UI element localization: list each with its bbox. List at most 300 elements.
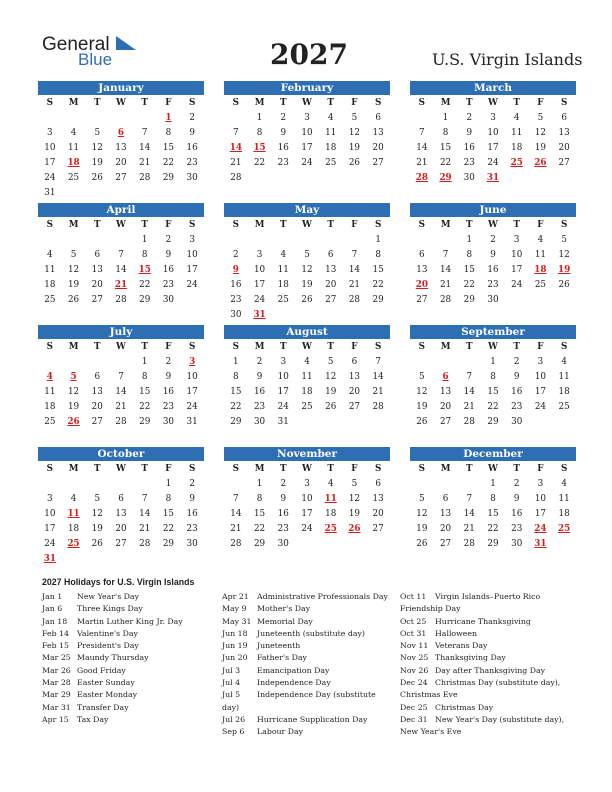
day-cell: 21 xyxy=(139,158,151,168)
day-cell: 3 xyxy=(189,235,195,245)
empty-cell xyxy=(271,233,295,248)
weekday-header: F xyxy=(351,98,358,108)
holiday-date: Dec 24 xyxy=(400,678,428,688)
day-cell: 26 xyxy=(416,417,428,427)
empty-cell xyxy=(38,233,62,248)
day-cell: 28 xyxy=(230,173,242,183)
day-cell: 16 xyxy=(511,387,523,397)
day-cell: 25 xyxy=(534,280,547,290)
day-cell: 8 xyxy=(165,494,172,504)
day-cell: 12 xyxy=(91,509,103,519)
day-cell: 21 xyxy=(230,524,242,534)
weekday-header: S xyxy=(46,464,54,474)
day-cell: 15 xyxy=(439,143,452,153)
day-cell: 28 xyxy=(439,295,452,305)
day-cell: 2 xyxy=(256,357,263,367)
holiday-date: Sep 6 xyxy=(222,727,245,737)
day-cell: 1 xyxy=(442,113,449,123)
day-cell: 15 xyxy=(139,387,151,397)
day-cell: 19 xyxy=(91,158,103,168)
day-cell: 7 xyxy=(466,494,473,504)
day-cell: 10 xyxy=(511,250,523,260)
day-cell: 17 xyxy=(186,387,198,397)
day-cell: 13 xyxy=(439,387,452,397)
logo xyxy=(42,34,142,70)
month-title: September xyxy=(410,325,576,339)
weekday-header: S xyxy=(374,98,382,108)
weekday-header: T xyxy=(280,98,287,108)
empty-cell xyxy=(38,355,62,370)
day-cell: 28 xyxy=(139,539,151,549)
weekday-header: F xyxy=(537,342,544,352)
day-cell: 25 xyxy=(558,402,570,412)
day-cell: 27 xyxy=(439,417,452,427)
weekday-header: S xyxy=(232,220,240,230)
day-cell: 22 xyxy=(487,402,499,412)
day-cell: 14 xyxy=(139,143,151,153)
empty-cell xyxy=(62,233,86,248)
weekday-header: T xyxy=(280,220,287,230)
weekday-header: F xyxy=(165,464,172,474)
month-november xyxy=(224,447,390,552)
holiday-name: Father's Day xyxy=(257,653,307,663)
weekday-header: T xyxy=(466,98,473,108)
weekday-header: T xyxy=(280,464,287,474)
holiday-entry xyxy=(42,677,183,689)
day-cell: 4 xyxy=(327,113,334,123)
day-cell: 17 xyxy=(277,387,289,397)
day-cell: 10 xyxy=(277,372,289,382)
day-cell: 18 xyxy=(277,280,289,290)
day-cell: 11 xyxy=(277,265,289,275)
day-cell: 20 xyxy=(91,402,103,412)
weekday-header: W xyxy=(302,220,312,230)
holiday-date: Nov 26 xyxy=(400,665,429,675)
holiday-day: 31 xyxy=(486,173,500,183)
day-cell: 6 xyxy=(94,250,101,260)
holiday-day: 20 xyxy=(415,280,428,290)
weekday-header: M xyxy=(68,464,79,474)
holiday-day: 31 xyxy=(534,539,547,549)
holiday-name: Hurricane Supplication Day xyxy=(257,714,368,724)
day-cell: 7 xyxy=(141,494,148,504)
day-cell: 29 xyxy=(162,173,175,183)
day-cell: 6 xyxy=(419,250,425,260)
holiday-name: Veterans Day xyxy=(435,641,488,651)
holiday-day: 25 xyxy=(558,524,571,534)
day-cell: 16 xyxy=(277,143,289,153)
holiday-day: 21 xyxy=(114,280,128,290)
holiday-entry xyxy=(400,616,564,628)
day-cell: 17 xyxy=(186,265,198,275)
day-cell: 19 xyxy=(348,143,361,153)
empty-cell xyxy=(224,477,248,492)
holiday-entry xyxy=(400,640,564,652)
day-cell: 26 xyxy=(348,158,361,168)
day-cell: 14 xyxy=(115,265,127,275)
weekday-header: S xyxy=(418,464,426,474)
day-cell: 19 xyxy=(301,280,313,290)
day-cell: 24 xyxy=(44,173,56,183)
day-cell: 29 xyxy=(487,417,499,427)
day-cell: 11 xyxy=(511,128,523,138)
weekday-header: S xyxy=(188,220,196,230)
day-cell: 13 xyxy=(372,128,384,138)
holiday-entry xyxy=(400,726,564,738)
month-title: April xyxy=(38,203,204,217)
day-cell: 28 xyxy=(463,539,475,549)
day-cell: 20 xyxy=(439,524,452,534)
day-cell: 31 xyxy=(44,188,56,198)
day-cell: 6 xyxy=(561,113,567,123)
day-cell: 17 xyxy=(253,280,266,290)
holiday-date: Dec 31 xyxy=(400,714,428,724)
day-cell: 27 xyxy=(91,417,103,427)
empty-cell xyxy=(457,355,481,370)
holiday-day: 28 xyxy=(415,173,428,183)
month-grid xyxy=(38,96,204,201)
day-cell: 27 xyxy=(558,158,570,168)
day-cell: 30 xyxy=(487,295,499,305)
month-grid xyxy=(224,218,390,323)
day-cell: 31 xyxy=(186,417,198,427)
holiday-date: Jun 19 xyxy=(222,641,248,651)
holiday-date: Jun 18 xyxy=(222,628,248,638)
weekday-header: W xyxy=(116,98,126,108)
month-december xyxy=(410,447,576,552)
day-cell: 30 xyxy=(463,173,475,183)
day-cell: 1 xyxy=(375,235,381,245)
day-cell: 5 xyxy=(327,357,334,367)
day-cell: 11 xyxy=(44,387,56,397)
weekday-header: T xyxy=(141,464,148,474)
day-cell: 18 xyxy=(44,280,56,290)
holiday-date: Oct 31 xyxy=(400,628,427,638)
day-cell: 23 xyxy=(277,158,289,168)
day-cell: 16 xyxy=(186,509,198,519)
month-grid xyxy=(224,462,390,552)
holiday-date: Mar 25 xyxy=(42,653,71,663)
month-february xyxy=(224,81,390,186)
day-cell: 9 xyxy=(280,128,287,138)
holiday-entry xyxy=(400,677,564,689)
holiday-day: 15 xyxy=(253,143,266,153)
day-cell: 3 xyxy=(537,479,544,489)
empty-cell xyxy=(85,477,109,492)
day-cell: 9 xyxy=(165,250,172,260)
weekday-header: F xyxy=(351,342,358,352)
day-cell: 30 xyxy=(162,295,175,305)
day-cell: 12 xyxy=(325,372,337,382)
day-cell: 22 xyxy=(162,158,175,168)
day-cell: 24 xyxy=(277,402,289,412)
empty-cell xyxy=(248,233,272,248)
day-cell: 10 xyxy=(487,128,499,138)
day-cell: 18 xyxy=(558,387,570,397)
day-cell: 22 xyxy=(372,280,384,290)
holiday-date: Oct 25 xyxy=(400,616,427,626)
day-cell: 29 xyxy=(139,417,151,427)
day-cell: 14 xyxy=(416,143,428,153)
day-cell: 6 xyxy=(375,479,381,489)
country-name: U.S. Virgin Islands xyxy=(432,50,583,69)
holiday-date: Jul 5 xyxy=(222,690,241,700)
holiday-day: 18 xyxy=(67,158,80,168)
day-cell: 24 xyxy=(301,524,313,534)
day-cell: 7 xyxy=(442,250,449,260)
day-cell: 28 xyxy=(372,402,384,412)
day-cell: 25 xyxy=(301,402,313,412)
weekday-header: S xyxy=(560,220,568,230)
day-cell: 5 xyxy=(419,372,425,382)
day-cell: 10 xyxy=(534,494,547,504)
day-cell: 19 xyxy=(348,509,361,519)
day-cell: 1 xyxy=(256,479,263,489)
holiday-name: New Year's Day xyxy=(77,592,139,601)
weekday-header: W xyxy=(488,98,498,108)
day-cell: 17 xyxy=(534,387,547,397)
holiday-entry xyxy=(400,628,564,640)
holiday-name: Memorial Day xyxy=(257,616,313,626)
weekday-header: S xyxy=(232,98,240,108)
day-cell: 1 xyxy=(256,113,263,123)
holiday-name: President's Day xyxy=(77,641,139,651)
weekday-header: T xyxy=(513,98,520,108)
day-cell: 2 xyxy=(466,113,473,123)
day-cell: 16 xyxy=(511,509,523,519)
day-cell: 12 xyxy=(301,265,313,275)
day-cell: 10 xyxy=(253,265,266,275)
day-cell: 27 xyxy=(115,173,127,183)
day-cell: 7 xyxy=(233,494,239,504)
logo-text-blue: Blue xyxy=(78,50,113,69)
day-cell: 23 xyxy=(253,402,266,412)
holiday-name: Christmas Day (substitute day), xyxy=(435,678,561,688)
day-cell: 19 xyxy=(416,402,428,412)
day-cell: 19 xyxy=(67,402,80,412)
holiday-date: Nov 25 xyxy=(400,653,429,663)
day-cell: 30 xyxy=(511,539,523,549)
day-cell: 10 xyxy=(534,372,547,382)
day-cell: 2 xyxy=(513,479,520,489)
holiday-entry xyxy=(222,652,388,664)
weekday-header: T xyxy=(466,220,473,230)
day-cell: 9 xyxy=(280,494,287,504)
day-cell: 23 xyxy=(186,524,198,534)
weekday-header: F xyxy=(537,464,544,474)
day-cell: 17 xyxy=(44,158,56,168)
empty-cell xyxy=(85,111,109,126)
month-title: May xyxy=(224,203,390,217)
empty-cell xyxy=(109,355,133,370)
weekday-header: T xyxy=(141,220,148,230)
month-september xyxy=(410,325,576,430)
day-cell: 17 xyxy=(301,143,313,153)
day-cell: 10 xyxy=(44,143,56,153)
day-cell: 22 xyxy=(463,280,475,290)
day-cell: 25 xyxy=(44,295,56,305)
day-cell: 17 xyxy=(487,143,499,153)
holiday-day: 15 xyxy=(138,265,151,275)
day-cell: 22 xyxy=(487,524,499,534)
month-grid xyxy=(38,218,204,308)
empty-cell xyxy=(62,355,86,370)
holiday-entry xyxy=(222,702,388,714)
holiday-day: 1 xyxy=(165,113,172,123)
holiday-entry xyxy=(42,652,183,664)
day-cell: 26 xyxy=(91,173,103,183)
holiday-name: Christmas Eve xyxy=(400,690,458,700)
holiday-name: Labour Day xyxy=(257,727,304,737)
day-cell: 5 xyxy=(419,494,425,504)
day-cell: 8 xyxy=(256,494,263,504)
day-cell: 4 xyxy=(537,235,544,245)
weekday-header: M xyxy=(254,342,265,352)
month-title: July xyxy=(38,325,204,339)
empty-cell xyxy=(133,477,157,492)
holiday-day: 31 xyxy=(43,554,56,564)
day-cell: 18 xyxy=(325,143,337,153)
weekday-header: T xyxy=(141,342,148,352)
weekday-header: S xyxy=(188,464,196,474)
day-cell: 27 xyxy=(372,524,384,534)
holiday-name: Independence Day xyxy=(257,678,331,688)
day-cell: 20 xyxy=(91,280,103,290)
empty-cell xyxy=(457,477,481,492)
holiday-day: 3 xyxy=(189,357,196,367)
day-cell: 8 xyxy=(256,128,263,138)
day-cell: 28 xyxy=(115,295,127,305)
empty-cell xyxy=(133,111,157,126)
day-cell: 5 xyxy=(351,479,358,489)
holiday-entry xyxy=(400,665,564,677)
holiday-day: 26 xyxy=(534,158,547,168)
day-cell: 16 xyxy=(230,280,242,290)
month-grid xyxy=(410,340,576,430)
weekday-header: T xyxy=(327,342,334,352)
month-title: November xyxy=(224,447,390,461)
day-cell: 18 xyxy=(67,524,80,534)
weekday-header: S xyxy=(46,98,54,108)
day-cell: 19 xyxy=(416,524,428,534)
day-cell: 27 xyxy=(348,402,361,412)
holiday-name: Christmas Day xyxy=(435,702,494,712)
day-cell: 4 xyxy=(70,128,77,138)
holiday-day: 19 xyxy=(558,265,571,275)
month-title: October xyxy=(38,447,204,461)
day-cell: 11 xyxy=(301,372,313,382)
day-cell: 9 xyxy=(513,372,520,382)
holiday-entry xyxy=(400,689,564,701)
day-cell: 22 xyxy=(439,158,452,168)
day-cell: 2 xyxy=(490,235,496,245)
day-cell: 8 xyxy=(466,250,473,260)
empty-cell xyxy=(410,477,434,492)
weekday-header: M xyxy=(68,220,79,230)
day-cell: 20 xyxy=(372,143,384,153)
holiday-entry xyxy=(222,628,388,640)
holiday-name: New Year's Day (substitute day), xyxy=(435,714,565,724)
month-april xyxy=(38,203,204,308)
month-title: August xyxy=(224,325,390,339)
empty-cell xyxy=(410,233,434,248)
weekday-header: W xyxy=(116,220,126,230)
day-cell: 1 xyxy=(490,479,496,489)
month-title: January xyxy=(38,81,204,95)
day-cell: 18 xyxy=(325,509,337,519)
day-cell: 18 xyxy=(44,402,56,412)
day-cell: 9 xyxy=(513,494,520,504)
day-cell: 30 xyxy=(162,417,175,427)
holiday-name: Halloween xyxy=(435,628,478,638)
day-cell: 4 xyxy=(327,479,334,489)
day-cell: 26 xyxy=(558,280,570,290)
day-cell: 4 xyxy=(513,113,520,123)
day-cell: 8 xyxy=(442,128,449,138)
holiday-name: Day after Thanksgiving Day xyxy=(435,665,546,675)
day-cell: 3 xyxy=(47,128,53,138)
day-cell: 29 xyxy=(372,295,384,305)
holiday-entry xyxy=(222,677,388,689)
day-cell: 5 xyxy=(70,250,77,260)
day-cell: 30 xyxy=(186,173,198,183)
month-title: March xyxy=(410,81,576,95)
weekday-header: T xyxy=(327,98,334,108)
month-july xyxy=(38,325,204,430)
holiday-date: Oct 11 xyxy=(400,592,427,601)
month-may xyxy=(224,203,390,323)
holiday-date: Mar 29 xyxy=(42,690,71,700)
day-cell: 9 xyxy=(490,250,496,260)
day-cell: 15 xyxy=(487,387,499,397)
day-cell: 29 xyxy=(230,417,242,427)
day-cell: 1 xyxy=(466,235,473,245)
day-cell: 23 xyxy=(487,280,499,290)
day-cell: 4 xyxy=(561,357,567,367)
holiday-name: Hurricane Thanksgiving xyxy=(435,616,531,626)
holiday-day: 25 xyxy=(510,158,523,168)
day-cell: 4 xyxy=(561,479,567,489)
day-cell: 9 xyxy=(256,372,263,382)
day-cell: 30 xyxy=(186,539,198,549)
day-cell: 21 xyxy=(416,158,428,168)
empty-cell xyxy=(319,233,343,248)
weekday-header: M xyxy=(254,220,265,230)
day-cell: 14 xyxy=(230,509,242,519)
weekday-header: T xyxy=(513,342,520,352)
day-cell: 7 xyxy=(141,128,148,138)
logo-flag-icon xyxy=(114,36,136,54)
holiday-date: Apr 15 xyxy=(42,714,69,724)
empty-cell xyxy=(38,477,62,492)
month-january xyxy=(38,81,204,201)
day-cell: 7 xyxy=(233,128,239,138)
weekday-header: S xyxy=(418,342,426,352)
month-grid xyxy=(224,96,390,186)
weekday-header: S xyxy=(374,342,382,352)
weekday-header: T xyxy=(141,98,148,108)
weekday-header: S xyxy=(560,464,568,474)
day-cell: 26 xyxy=(91,539,103,549)
day-cell: 24 xyxy=(534,402,547,412)
weekday-header: W xyxy=(488,464,498,474)
empty-cell xyxy=(295,233,319,248)
holiday-day: 31 xyxy=(253,310,266,320)
holiday-name: Mother's Day xyxy=(257,604,311,614)
day-cell: 2 xyxy=(189,113,195,123)
day-cell: 13 xyxy=(91,387,103,397)
empty-cell xyxy=(434,233,458,248)
